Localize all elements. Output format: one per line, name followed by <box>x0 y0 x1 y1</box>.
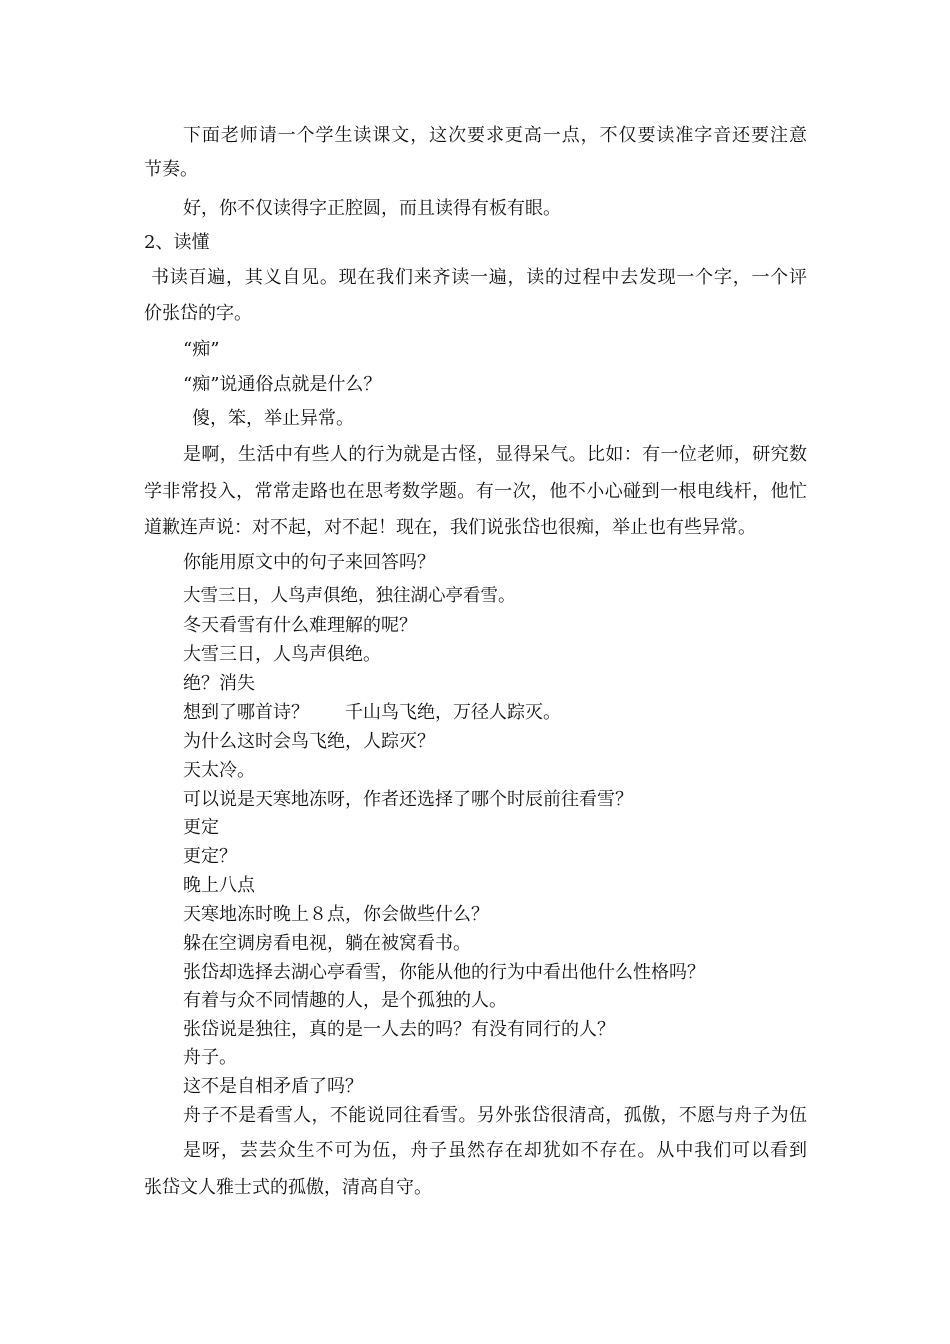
paragraph-line: 躲在空调房看电视，躺在被窝看书。 <box>183 933 471 954</box>
paragraph-line: “痴” <box>183 339 220 360</box>
quoted-original-text: 大雪三日，人鸟声俱绝，独往湖心亭看雪。 <box>183 586 516 606</box>
paragraph-line: 更定 <box>183 817 219 838</box>
paragraph-line: 舟子不是看雪人，不能说同往看雪。另外张岱很清高，孤傲，不愿与舟子为伍 <box>183 1105 807 1126</box>
paragraph-line: 价张岱的字。 <box>144 303 252 324</box>
paragraph-line: 书读百遍，其义自见。现在我们来齐读一遍，读的过程中去发现一个字，一个评 <box>151 267 807 288</box>
paragraph-line: 张岱却选择去湖心亭看雪，你能从他的行为中看出他什么性格吗？ <box>183 962 705 983</box>
paragraph-line: 更定？ <box>183 846 237 867</box>
paragraph-line: 绝？消失 <box>183 673 255 694</box>
paragraph-line: 冬天看雪有什么难理解的呢？ <box>183 615 417 636</box>
poem-quote: 千山鸟飞绝，万径人踪灭。 <box>345 702 561 723</box>
paragraph-line: 有着与众不同情趣的人，是个孤独的人。 <box>183 990 507 1011</box>
paragraph-line: 晚上八点 <box>183 875 255 896</box>
section-heading: 2、读懂 <box>144 232 210 253</box>
paragraph-line: 大雪三日，人鸟声俱绝。 <box>183 644 381 665</box>
paragraph-line: 张岱说是独往，真的是一人去的吗？有没有同行的人？ <box>183 1019 615 1040</box>
paragraph-line: “痴”说通俗点就是什么？ <box>183 374 382 395</box>
paragraph-line: 为什么这时会鸟飞绝，人踪灭？ <box>183 731 435 752</box>
paragraph-line: 天太冷。 <box>183 760 255 781</box>
paragraph-line: 想到了哪首诗？ <box>183 702 309 723</box>
paragraph-line: 是啊，生活中有些人的行为就是古怪，显得呆气。比如：有一位老师，研究数 <box>183 444 807 465</box>
paragraph-line: 是呀，芸芸众生不可为伍，舟子虽然存在却犹如不存在。从中我们可以看到 <box>183 1140 807 1161</box>
paragraph-line: 下面老师请一个学生读课文，这次要求更高一点，不仅要读准字音还要注意 <box>183 125 807 146</box>
paragraph-line: 这不是自相矛盾了吗？ <box>183 1076 363 1097</box>
paragraph-line: 节奏。 <box>144 159 198 180</box>
paragraph-line: 你能用原文中的句子来回答吗？ <box>183 552 435 573</box>
paragraph-line: 道歉连声说：对不起，对不起！现在，我们说张岱也很痴，举止也有些异常。 <box>144 517 756 538</box>
paragraph-line: 天寒地冻时晚上８点，你会做些什么？ <box>183 904 489 925</box>
paragraph-line: 可以说是天寒地冻呀，作者还选择了哪个时辰前往看雪？ <box>183 789 633 810</box>
paragraph-line: 好，你不仅读得字正腔圆，而且读得有板有眼。 <box>183 198 561 219</box>
paragraph-line: 舟子。 <box>183 1047 237 1068</box>
paragraph-line: 学非常投入，常常走路也在思考数学题。有一次，他不小心碰到一根电线杆，他忙 <box>144 481 807 502</box>
paragraph-line: 张岱文人雅士式的孤傲，清高自守。 <box>144 1177 432 1198</box>
paragraph-line: 傻，笨，举止异常。 <box>192 408 354 429</box>
